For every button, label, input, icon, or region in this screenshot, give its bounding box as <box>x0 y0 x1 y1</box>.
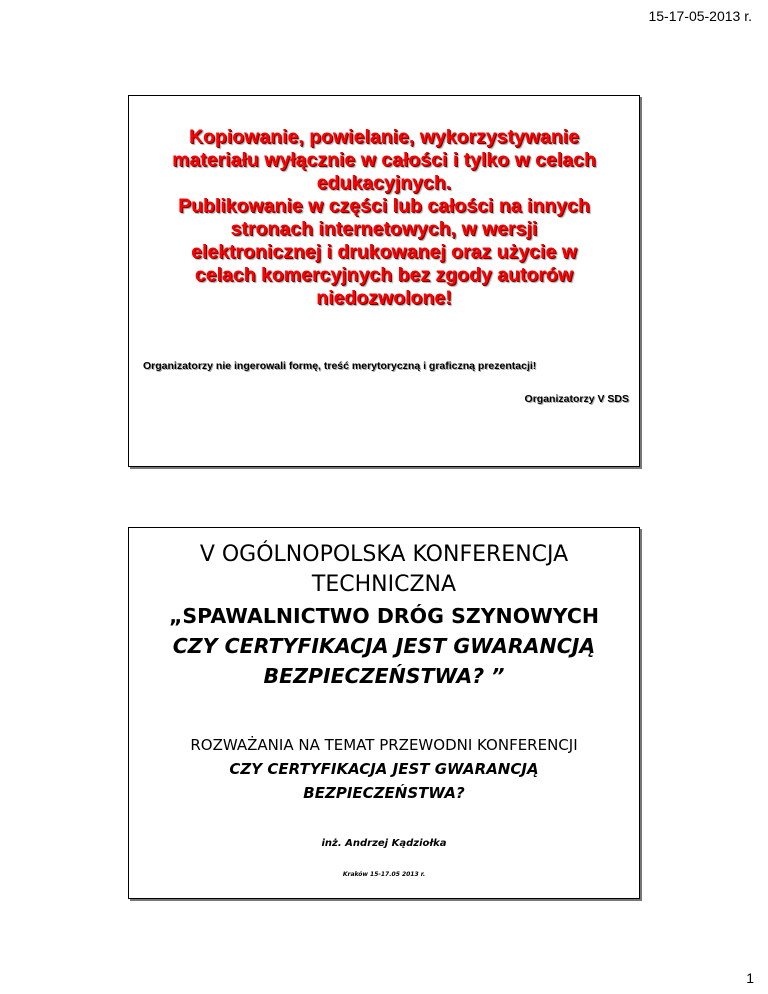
page-date: 15-17-05-2013 r. <box>648 8 752 24</box>
conference-title-line: V OGÓLNOPOLSKA KONFERENCJA <box>199 542 569 567</box>
copyright-warning <box>135 126 633 310</box>
conference-title <box>129 540 639 600</box>
warning-line: Kopiowanie, powielanie, wykorzystywanie <box>188 126 580 148</box>
subtitle: ROZWAŻANIA NA TEMAT PRZEWODNI KONFERENCJI <box>190 736 578 754</box>
page-number: 1 <box>746 970 754 986</box>
warning-line: niedozwolone! <box>316 287 452 309</box>
organizers-note: Organizatorzy nie ingerowali formę, treść merytoryczną i graficzną prezentacji! <box>143 360 537 372</box>
author: inż. Andrzej Kądziołka <box>321 838 447 849</box>
warning-line: celach komercyjnych bez zgody autorów <box>194 264 574 286</box>
warning-line: stronach internetowych, w wersji <box>230 218 538 240</box>
conference-theme <box>129 601 639 691</box>
conference-title-line: TECHNICZNA <box>311 572 457 597</box>
subtitle-question <box>129 757 639 805</box>
warning-line: materiału wyłącznie w całości i tylko w celach <box>172 149 596 171</box>
theme-line: „SPAWALNICTWO DRÓG SZYNOWYCH <box>168 604 600 628</box>
subtitle-question-line: CZY CERTYFIKACJA JEST GWARANCJĄ <box>229 760 539 778</box>
warning-line: Publikowanie w części lub całości na innych <box>178 195 590 217</box>
theme-question-line: BEZPIECZEŃSTWA? ” <box>263 664 505 688</box>
subtitle-question-line: BEZPIECZEŃSTWA? <box>303 784 465 802</box>
warning-line: elektronicznej i drukowanej oraz użycie w <box>191 241 577 263</box>
theme-question-line: CZY CERTYFIKACJA JEST GWARANCJĄ <box>172 634 596 658</box>
organizers-signature: Organizatorzy V SDS <box>524 393 629 405</box>
copyright-notice-slide <box>128 95 640 467</box>
warning-line: edukacyjnych. <box>316 172 452 194</box>
place-date: Kraków 15-17.05 2013 r. <box>342 871 426 878</box>
conference-title-slide <box>128 527 640 899</box>
